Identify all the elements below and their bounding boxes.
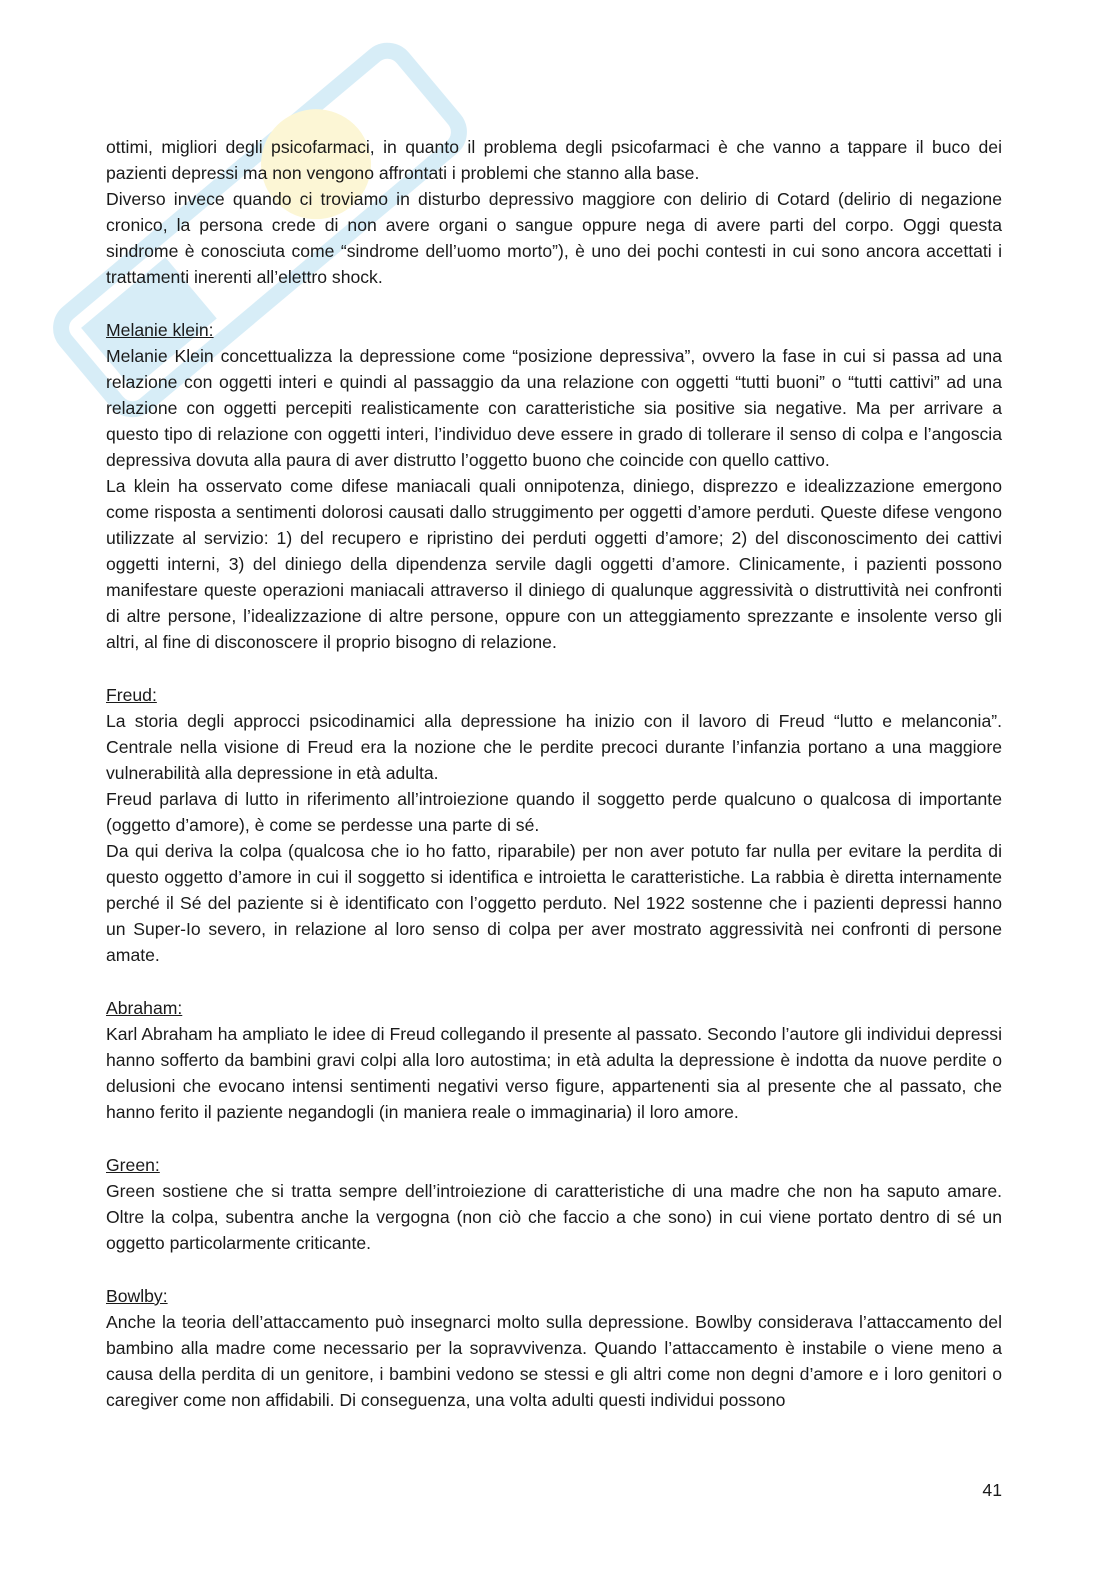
section-heading-freud: Freud: [106, 685, 157, 705]
section-heading-bowlby: Bowlby: [106, 1286, 168, 1306]
paragraph: La storia degli approcci psicodinamici alla depressione ha inizio con il lavoro di Freud “lutto e melanconia”. Centrale nella visione di Freud era la nozione che le perdite precoci durante l’infanzia portano a una maggiore vulnerabilità alla depressione in età adulta. [106, 711, 1002, 783]
paragraph: Da qui deriva la colpa (qualcosa che io ho fatto, riparabile) per non aver potuto far nulla per evitare la perdita di questo oggetto d’amore in cui il soggetto si identifica e introietta le caratteristiche. La rabbia è diretta internamente perché il Sé del paziente si è identificato con l’oggetto perduto. Nel 1922 sostenne che i pazienti depressi hanno un Super-Io severo, in relazione al loro senso di colpa per aver mostrato aggressività nei confronti di persone amate. [106, 841, 1002, 965]
section-heading-abraham: Abraham: [106, 998, 183, 1018]
paragraph: Melanie Klein concettualizza la depressione come “posizione depressiva”, ovvero la fase in cui si passa ad una relazione con oggetti interi e quindi al passaggio da una relazione con oggetti “tutti buoni” o “tutti cattivi” ad una relazione con oggetti percepiti realisticamente con caratteristiche sia positive sia negative. Ma per arrivare a questo tipo di relazione con oggetti interi, l’individuo deve essere in grado di tollerare il senso di colpa e l’angoscia depressiva dovuta alla paura di aver distrutto l’oggetto buono che coincide con quello cattivo. [106, 346, 1002, 470]
page-number: 41 [982, 1480, 1002, 1500]
paragraph: Diverso invece quando ci troviamo in disturbo depressivo maggiore con delirio di Cotard (delirio di negazione cronico, la persona crede di non avere organi o sangue oppure nega di avere parti del corpo. Oggi questa sindrome è conosciuta come “sindrome dell’uomo morto”), è uno dei pochi contesti in cui sono ancora accettati i trattamenti inerenti all’elettro shock. [106, 189, 1002, 287]
paragraph: Anche la teoria dell’attaccamento può insegnarci molto sulla depressione. Bowlby considerava l’attaccamento del bambino alla madre come necessario per la sopravvivenza. Quando l’attaccamento è instabile o viene meno a causa della perdita di un genitore, i bambini vedono se stessi e gli altri come non degni d’amore e i loro genitori o caregiver come non affidabili. Di conseguenza, una volta adulti questi individui possono [106, 1312, 1002, 1410]
paragraph: ottimi, migliori degli psicofarmaci, in quanto il problema degli psicofarmaci è che vanno a tappare il buco dei pazienti depressi ma non vengono affrontati i problemi che stanno alla base. [106, 137, 1002, 183]
section-heading-klein: Melanie klein: [106, 320, 214, 340]
section-heading-green: Green: [106, 1155, 160, 1175]
paragraph: Green sostiene che si tratta sempre dell’introiezione di caratteristiche di una madre che non ha saputo amare. Oltre la colpa, subentra anche la vergogna (non ciò che faccio a che sono) in cui viene portato dentro di sé un oggetto particolarmente criticante. [106, 1181, 1002, 1253]
document-body [106, 134, 1002, 1413]
paragraph: La klein ha osservato come difese maniacali quali onnipotenza, diniego, disprezzo e idealizzazione emergono come risposta a sentimenti dolorosi causati dallo struggimento per oggetti d’amore perduti. Queste difese vengono utilizzate al servizio: 1) del recupero e ripristino dei perduti oggetti d’amore; 2) del disconoscimento dei cattivi oggetti interni, 3) del diniego della dipendenza servile dagli oggetti d’amore. Clinicamente, i pazienti possono manifestare queste operazioni maniacali attraverso il diniego di qualunque aggressività o distruttività nei confronti di altre persone, l’idealizzazione di altre persone, oppure con un atteggiamento sprezzante e insolente verso gli altri, al fine di disconoscere il proprio bisogno di relazione. [106, 476, 1002, 652]
paragraph: Freud parlava di lutto in riferimento all’introiezione quando il soggetto perde qualcuno o qualcosa di importante (oggetto d’amore), è come se perdesse una parte di sé. [106, 789, 1002, 835]
paragraph: Karl Abraham ha ampliato le idee di Freud collegando il presente al passato. Secondo l’autore gli individui depressi hanno sofferto da bambini gravi colpi alla loro autostima; in età adulta la depressione è indotta da nuove perdite o delusioni che evocano intensi sentimenti negativi verso figure, appartenenti sia al presente che al passato, che hanno ferito il paziente negandogli (in maniera reale o immaginaria) il loro amore. [106, 1024, 1002, 1122]
